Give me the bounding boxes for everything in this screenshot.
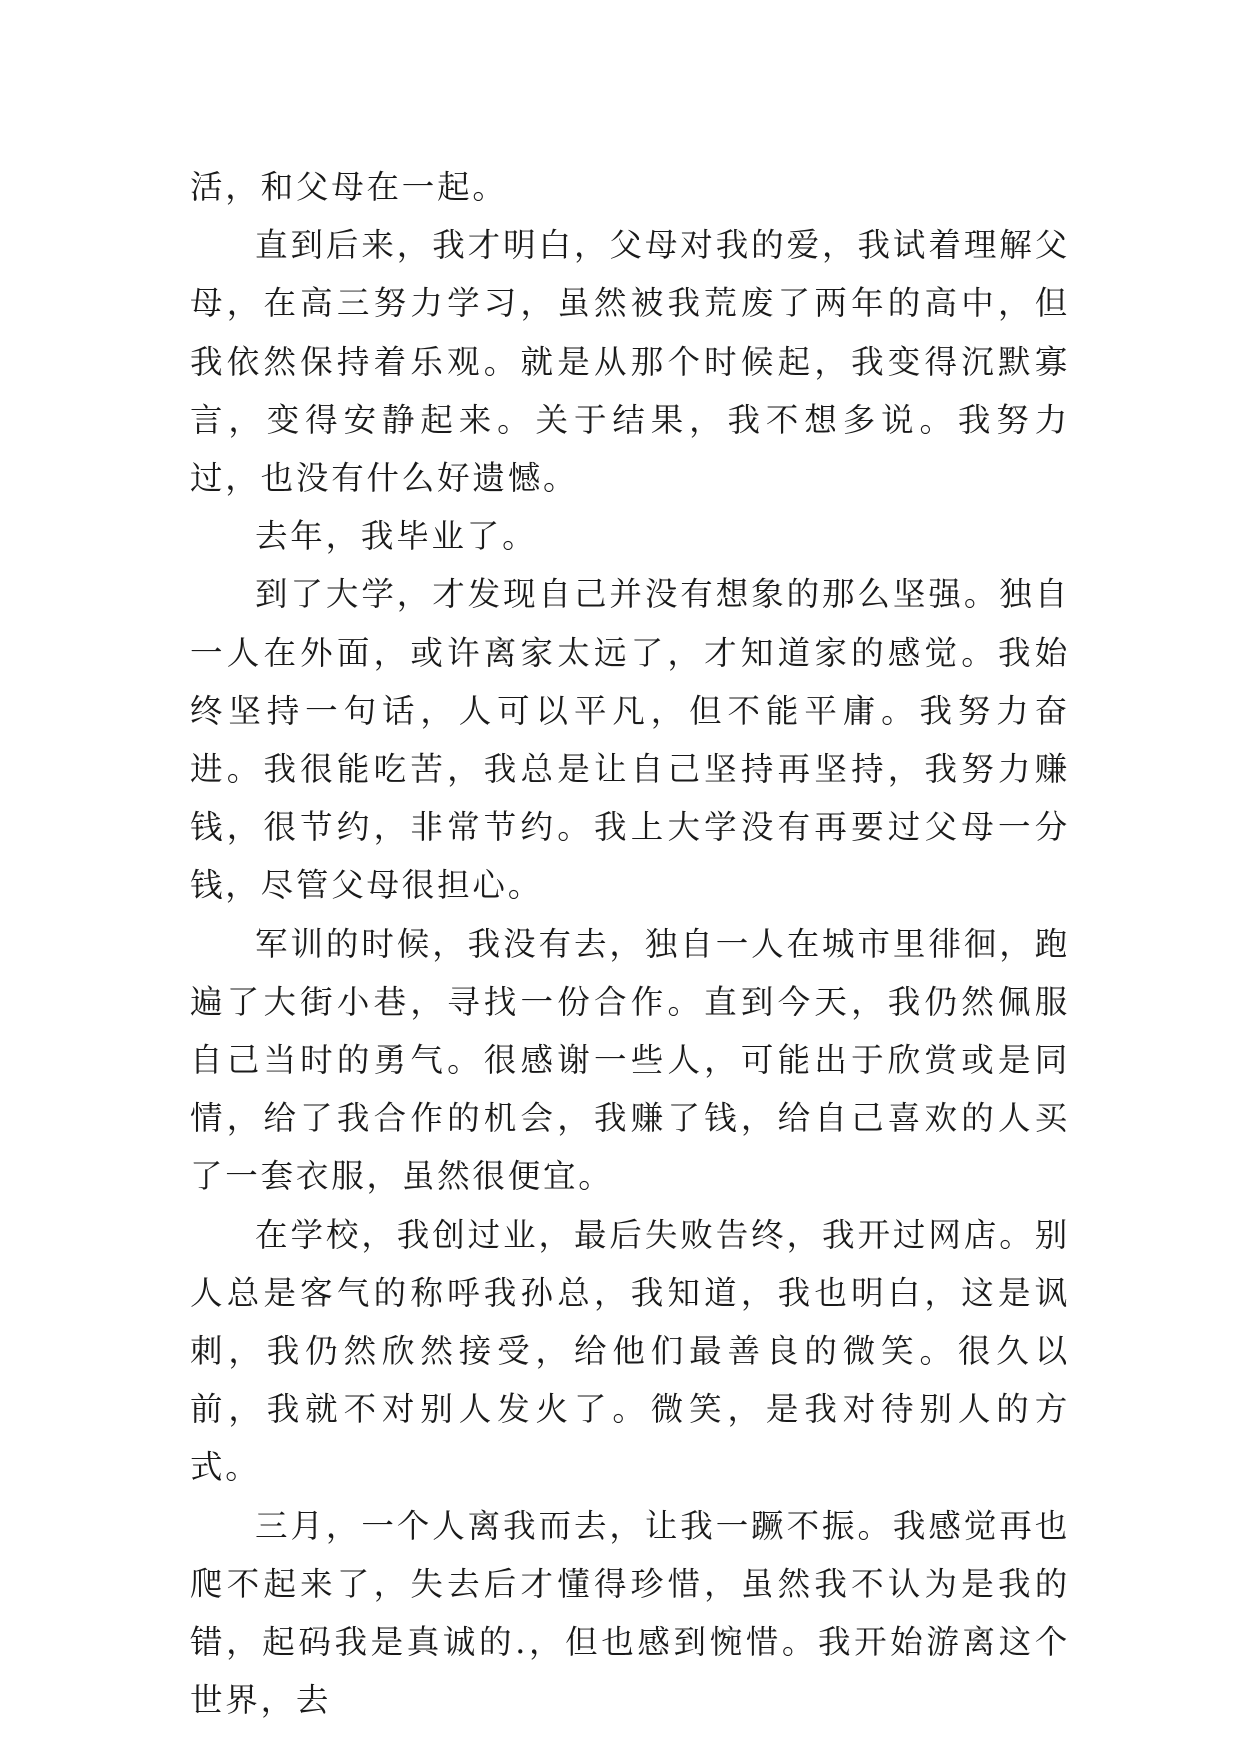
paragraph-4: 到了大学，才发现自己并没有想象的那么坚强。独自一人在外面，或许离家太远了，才知道家的感觉。我始终坚持一句话，人可以平凡，但不能平庸。我努力奋进。我很能吃苦，我总是让自己坚持再坚持，我努力赚钱，很节约，非常节约。我上大学没有再要过父母一分钱，尽管父母很担心。 bbox=[190, 575, 1070, 905]
paragraph-7: 三月，一个人离我而去，让我一蹶不振。我感觉再也爬不起来了，失去后才懂得珍惜，虽然我不认为是我的错，起码我是真诚的.，但也感到惋惜。我开始游离这个世界，去 bbox=[190, 1506, 1070, 1720]
paragraph-6: 在学校，我创过业，最后失败告终，我开过网店。别人总是客气的称呼我孙总，我知道，我也明白，这是讽刺，我仍然欣然接受，给他们最善良的微笑。很久以前，我就不对别人发火了。微笑，是我对待别人的方式。 bbox=[190, 1215, 1070, 1487]
paragraph-3: 去年，我毕业了。 bbox=[255, 517, 538, 556]
paragraph-1: 活，和父母在一起。 bbox=[190, 168, 508, 206]
paragraph-5: 军训的时候，我没有去，独自一人在城市里徘徊，跑遍了大街小巷，寻找一份合作。直到今天，我仍然佩服自己当时的勇气。很感谢一些人，可能出于欣赏或是同情，给了我合作的机会，我赚了钱，给自己喜欢的人买了一套衣服，虽然很便宜。 bbox=[190, 924, 1070, 1196]
paragraph-2: 直到后来，我才明白，父母对我的爱，我试着理解父母，在高三努力学习，虽然被我荒废了两年的高中，但我依然保持着乐观。就是从那个时候起，我变得沉默寡言，变得安静起来。关于结果，我不想多说。我努力过，也没有什么好遗憾。 bbox=[190, 226, 1070, 498]
document-body bbox=[190, 158, 1070, 1729]
